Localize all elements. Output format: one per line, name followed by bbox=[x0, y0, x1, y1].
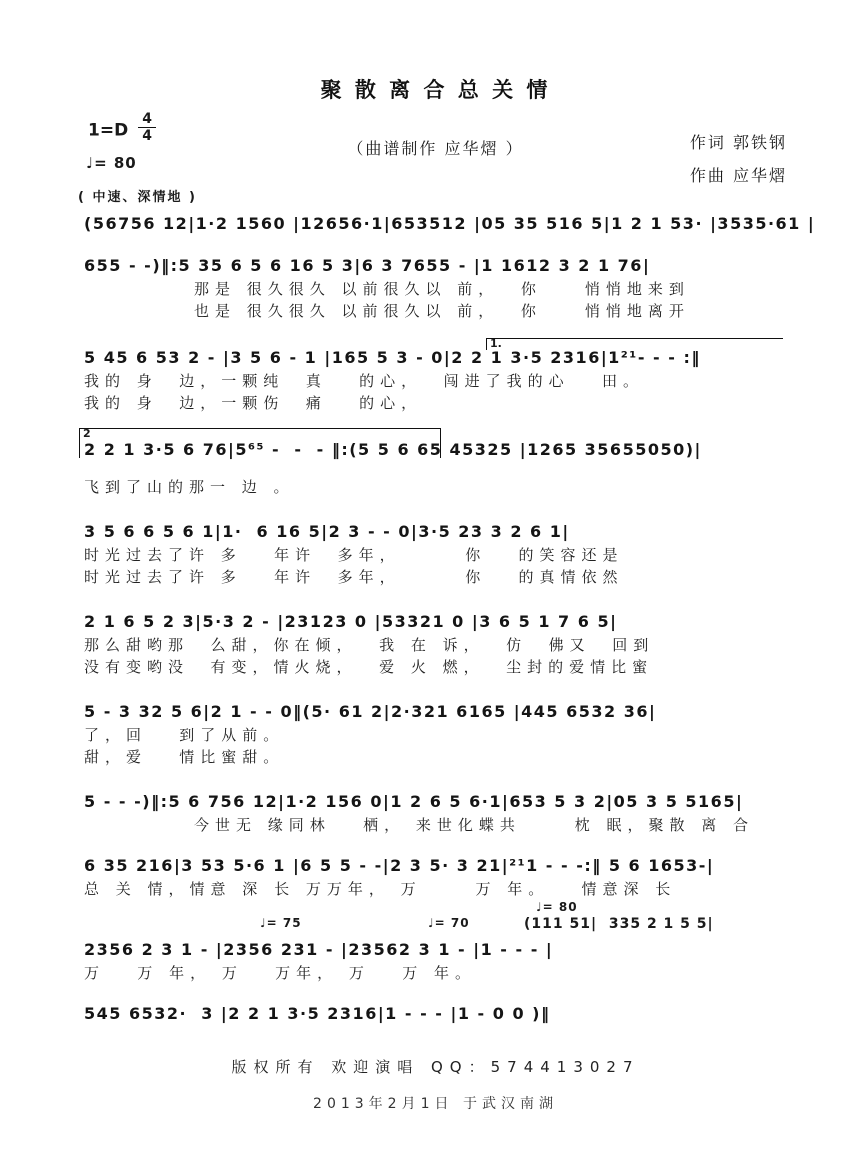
lyric-line: 我的 身 边，一颗纯 真 的心， 闯进了我的心 田。 bbox=[84, 372, 644, 390]
music-system-4 bbox=[84, 428, 787, 498]
lyric-line: 时光过去了许 多 年许 多年， 你 的笑容还是 bbox=[84, 546, 624, 564]
composer-credit: 作曲 应华熠 bbox=[689, 166, 787, 185]
maker-credit: （曲谱制作 应华熠 ） bbox=[347, 139, 524, 158]
volta-1-label: 1. bbox=[490, 337, 502, 350]
expression-marking: ( 中速、深情地 ) bbox=[78, 190, 197, 205]
author-credits bbox=[690, 130, 787, 196]
lyric-line: 今世无 缘同林 栖， 来世化蝶共 枕 眠，聚散 离 合 bbox=[194, 816, 754, 834]
lyric-line: 也是 很久很久 以前很久以 前， 你 悄悄地离开 bbox=[194, 302, 690, 320]
music-system-11 bbox=[84, 1002, 787, 1026]
lyric-line: 时光过去了许 多 年许 多年， 你 的真情依然 bbox=[84, 568, 624, 586]
lyric-line: 没有变哟没 有变，情火烧， 爱 火 燃， 尘封的爱情比蜜 bbox=[84, 658, 654, 676]
volta-1-bracket bbox=[486, 338, 783, 350]
notes-line: 2 2 1 3·5 6 76|5⁶⁵ - - - ‖:(5 5 6 65 45325 |1265 35655050)| bbox=[84, 440, 702, 459]
cue-notes-line: (111 51| 335 2 1 5 5| bbox=[524, 916, 714, 932]
song-title: 聚 散 离 合 总 关 情 bbox=[320, 78, 551, 102]
volta-2-label: 2 bbox=[83, 427, 91, 440]
tempo-mark-70: ♩= 70 bbox=[428, 916, 470, 930]
footer-copyright: 版权所有 欢迎演唱 QQ：574413027 bbox=[231, 1058, 640, 1076]
lyric-line: 总 关 情，情意 深 长 万万年， 万 万 年。 情意深 长 bbox=[84, 880, 677, 898]
tempo-mark-75: ♩= 75 bbox=[260, 916, 302, 930]
volta-2-bracket bbox=[79, 428, 441, 458]
lyric-line: 甜，爱 情比蜜甜。 bbox=[84, 748, 285, 766]
music-system-2 bbox=[84, 254, 787, 322]
key-signature: 1=D bbox=[88, 120, 129, 141]
notes-line: 2356 2 3 1 - |2356 231 - |23562 3 1 - |1 - - - | bbox=[84, 940, 554, 959]
lyric-line: 那是 很久很久 以前很久以 前， 你 悄悄地来到 bbox=[194, 280, 690, 298]
lyric-line: 万 万 年， 万 万年， 万 万 年。 bbox=[84, 964, 476, 982]
notes-line: 5 45 6 53 2 - |3 5 6 - 1 |165 5 3 - 0|2 2 1 3·5 2316|1²¹- - - :‖ bbox=[84, 348, 701, 367]
notes-line: 5 - 3 32 5 6|2 1 - - 0‖(5· 61 2|2·321 6165 |445 6532 36| bbox=[84, 702, 657, 721]
music-system-9 bbox=[84, 854, 787, 900]
music-system-7 bbox=[84, 700, 787, 768]
notes-line: 6 35 216|3 53 5·6 1 |6 5 5 - -|2 3 5· 3 21|²¹1 - - -:‖ 5 6 1653-| bbox=[84, 856, 715, 875]
lyricist-credit: 作词 郭铁钢 bbox=[689, 133, 787, 152]
notes-line: 545 6532· 3 |2 2 1 3·5 2316|1 - - - |1 - 0 0 )‖ bbox=[84, 1004, 551, 1023]
notes-line: 2 1 6 5 2 3|5·3 2 - |23123 0 |53321 0 |3 6 5 1 7 6 5| bbox=[84, 612, 618, 631]
music-system-5 bbox=[84, 520, 787, 588]
lyric-line: 那么甜哟那 么甜，你在倾， 我 在 诉， 仿 佛又 回到 bbox=[84, 636, 655, 654]
tempo-cue-row bbox=[84, 900, 787, 938]
notes-line: 5 - - -)‖:5 6 756 12|1·2 156 0|1 2 6 5 6·1|653 5 3 2|05 3 5 5165| bbox=[84, 792, 744, 811]
lyric-line: 我的 身 边，一颗伤 痛 的心， bbox=[84, 394, 423, 412]
score-header bbox=[78, 110, 787, 212]
time-signature: $\frac{4}{4}$ bbox=[138, 112, 156, 143]
tempo-marking: ♩= 80 bbox=[86, 154, 137, 172]
notes-line: (56756 12|1·2 1560 |12656·1|653512 |05 35 516 5|1 2 1 53· |3535·61 | bbox=[84, 214, 816, 233]
lyric-line: 了，回 到了从前。 bbox=[84, 726, 285, 744]
footer-date: 2013年2月1日 于武汉南湖 bbox=[313, 1096, 558, 1112]
notes-line: 3 5 6 6 5 6 1|1· 6 16 5|2 3 - - 0|3·5 23 3 2 6 1| bbox=[84, 522, 570, 541]
music-system-6 bbox=[84, 610, 787, 678]
notes-line: 655 - -)‖:5 35 6 5 6 16 5 3|6 3 7655 - |1 1612 3 2 1 76| bbox=[84, 256, 651, 275]
music-system-1 bbox=[84, 212, 816, 236]
music-system-10 bbox=[84, 900, 787, 984]
music-system-8 bbox=[84, 790, 787, 836]
tempo-mark-80: ♩= 80 bbox=[536, 900, 578, 914]
lyric-line: 飞到了山的那一 边 。 bbox=[84, 478, 295, 496]
music-system-3 bbox=[84, 336, 787, 414]
